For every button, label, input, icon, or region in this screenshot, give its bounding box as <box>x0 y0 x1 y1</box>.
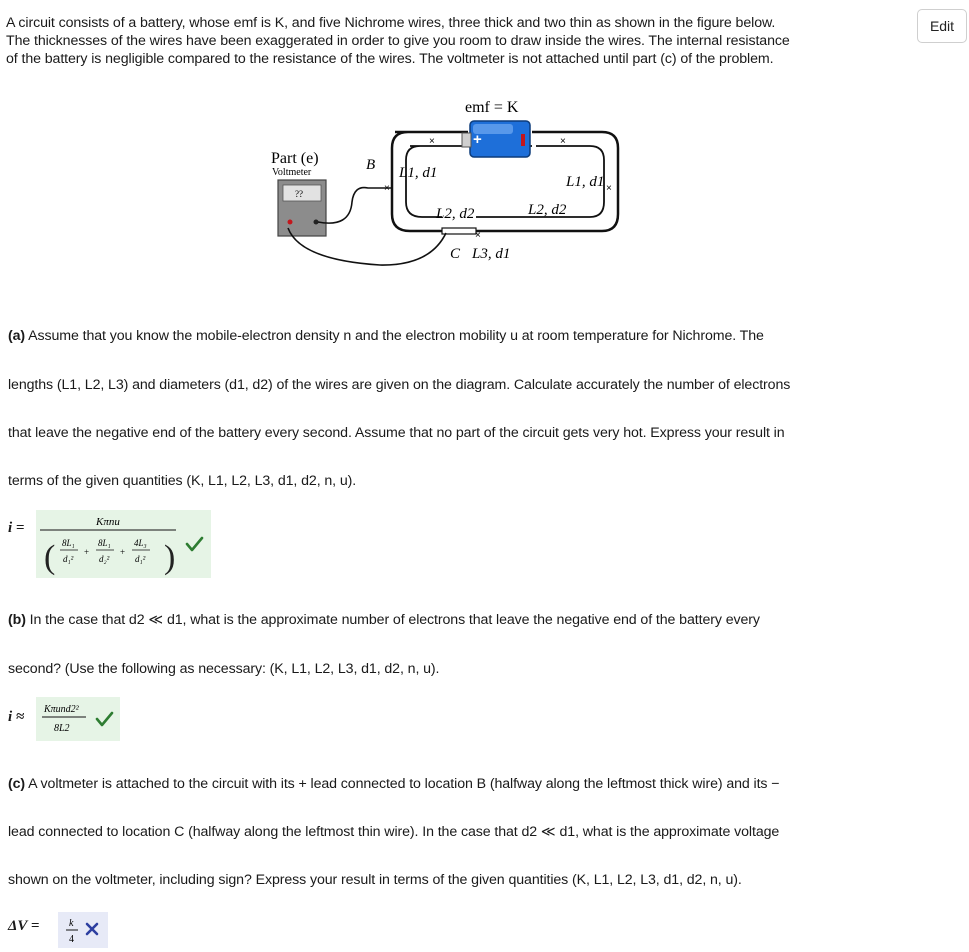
wire-label-top-left: L1, d1 <box>399 165 438 181</box>
answer-a-lhs: i = <box>8 520 25 536</box>
battery-minus <box>521 134 525 146</box>
answer-c-lhs: ΔV = <box>8 918 40 934</box>
answer-b-formula <box>36 697 120 741</box>
answer-b-box[interactable] <box>36 697 120 741</box>
part-b-label: (b) <box>8 612 26 628</box>
part-c-line-1 <box>8 776 779 792</box>
part-a-label: (a) <box>8 328 26 344</box>
answer-a-paren-right: ) <box>164 539 176 576</box>
wire-label-bottom-left: L2, d2 <box>436 206 475 222</box>
thin-wire-segment <box>442 228 476 234</box>
voltmeter-lead-plus <box>318 188 392 224</box>
wire-label-bottom-mid: L3, d1 <box>472 246 511 262</box>
battery-plus: + <box>473 131 482 148</box>
answer-a-plus-1: + <box>84 547 90 557</box>
part-e-label: Part (e) <box>271 150 319 167</box>
voltmeter-terminal-minus <box>314 220 319 225</box>
answer-a-box[interactable] <box>36 510 211 578</box>
answer-c-formula <box>58 912 108 948</box>
intro-line-2: The thicknesses of the wires have been exaggerated in order to give you room to draw inside the wires. The internal resistance <box>6 33 790 49</box>
answer-b-denominator: 8L2 <box>54 723 70 734</box>
part-b-line-1 <box>8 612 760 628</box>
part-b-line-2: second? (Use the following as necessary: (K, L1, L2, L3, d1, d2, n, u). <box>8 661 440 677</box>
intro-line-3: of the battery is negligible compared to the resistance of the wires. The voltmeter is not attached until part (c) of the problem. <box>6 51 774 67</box>
answer-b-lhs: i ≈ <box>8 709 25 725</box>
answer-c-box[interactable] <box>58 912 108 948</box>
part-c-text-1: A voltmeter is attached to the circuit with its + lead connected to location B (halfway along the leftmost thick wire) and its − <box>28 776 780 792</box>
part-c-line-3: shown on the voltmeter, including sign? Express your result in terms of the given quantities (K, L1, L2, L3, d1, d2, n, u). <box>8 872 742 888</box>
edit-button[interactable]: Edit <box>917 9 967 43</box>
answer-a-term-2-den: d₂² <box>99 554 110 564</box>
intro-line-1: A circuit consists of a battery, whose emf is K, and five Nichrome wires, three thick and two thin as shown in the figure below. <box>6 15 776 31</box>
part-a-line-3: that leave the negative end of the battery every second. Assume that no part of the circuit gets very hot. Express your result in <box>8 425 785 441</box>
part-a-line-1 <box>8 328 764 344</box>
check-icon <box>187 538 202 550</box>
voltmeter-label: Voltmeter <box>272 167 312 178</box>
answer-a-term-1-num: 8L₁ <box>62 538 75 548</box>
answer-b-numerator: Kπund2² <box>44 704 79 715</box>
part-a-line-4: terms of the given quantities (K, L1, L2, L3, d1, d2, n, u). <box>8 473 357 489</box>
answer-a-term-2-num: 8L₁ <box>98 538 111 548</box>
answer-a-plus-2: + <box>120 547 126 557</box>
part-b-text-1: In the case that d2 ≪ d1, what is the approximate number of electrons that leave the negative end of the battery every <box>29 612 760 628</box>
x-mark-top-left: × <box>429 136 435 147</box>
voltmeter-reading: ?? <box>295 189 303 199</box>
x-mark-top-right: × <box>560 136 566 147</box>
answer-c-denominator: 4 <box>69 934 74 945</box>
answer-a-numerator: Kπnu <box>96 516 120 528</box>
answer-c-numerator: k <box>69 918 74 929</box>
wire-label-bottom-right: L2, d2 <box>528 202 567 218</box>
point-c-label: C <box>450 246 461 262</box>
x-mark-right: × <box>606 183 612 194</box>
answer-a-term-3-num: 4L₃ <box>134 538 147 548</box>
wire-label-top-right: L1, d1 <box>566 174 605 190</box>
part-a-line-2: lengths (L1, L2, L3) and diameters (d1, d2) of the wires are given on the diagram. Calculate accurately the number of electrons <box>8 377 791 393</box>
part-c-label: (c) <box>8 776 26 792</box>
x-mark-bottom: × <box>475 230 481 241</box>
part-c-line-2: lead connected to location C (halfway along the leftmost thin wire). In the case that d2 ≪ d1, what is the approximate voltage <box>8 824 780 840</box>
circuit-figure <box>240 90 640 280</box>
problem-intro <box>6 14 891 68</box>
answer-a-term-3-den: d₁² <box>135 554 146 564</box>
cross-icon <box>87 924 97 934</box>
voltmeter-terminal-plus <box>288 220 293 225</box>
point-b-label: B <box>366 157 376 173</box>
emf-label: emf = K <box>465 99 519 116</box>
battery-terminal <box>462 133 471 147</box>
answer-a-term-1-den: d₁² <box>63 554 74 564</box>
x-mark-left: × <box>384 183 390 194</box>
check-icon <box>97 713 112 725</box>
part-a-text-1: Assume that you know the mobile-electron density n and the electron mobility u at room temperature for Nichrome. The <box>28 328 764 344</box>
answer-a-paren-left: ( <box>44 539 56 576</box>
answer-a-formula <box>36 510 211 578</box>
